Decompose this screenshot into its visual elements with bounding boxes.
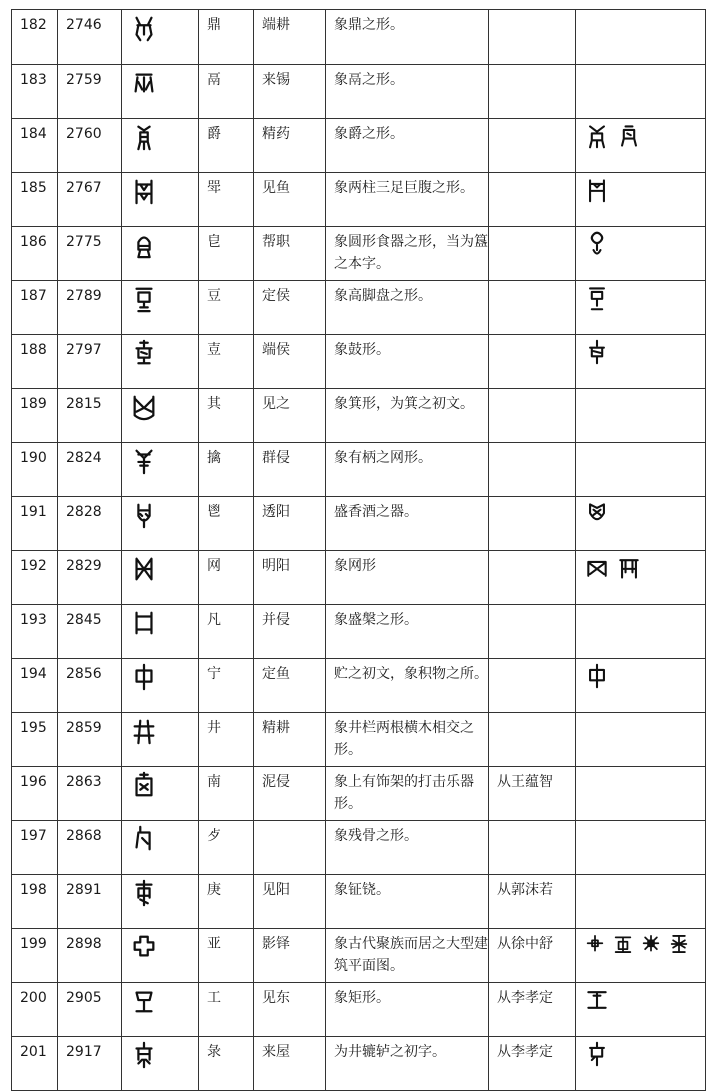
oracle-glyph-cell	[122, 173, 199, 227]
variant-glyphs-cell	[576, 1037, 706, 1091]
attribution-cell	[489, 605, 576, 659]
catalog-code-cell: 2828	[58, 497, 122, 551]
modern-character-cell: 亚	[199, 929, 254, 983]
ya-oracle-glyph	[130, 933, 158, 961]
description-cell: 盛香酒之器。	[326, 497, 489, 551]
oracle-glyph-cell	[122, 389, 199, 443]
catalog-code-cell: 2856	[58, 659, 122, 713]
oracle-glyph-cell	[122, 65, 199, 119]
row-number-cell: 197	[12, 821, 58, 875]
oracle-glyph-cell	[122, 281, 199, 335]
pronunciation-cell: 见阳	[254, 875, 326, 929]
pronunciation-cell: 精药	[254, 119, 326, 173]
bi-oracle-glyph	[130, 231, 158, 259]
character-table-page	[11, 9, 706, 1091]
modern-character-cell: 宁	[199, 659, 254, 713]
ya-variant-glyph-3	[640, 933, 662, 955]
description-cell: 象鼎之形。	[326, 10, 489, 65]
pronunciation-cell: 来锡	[254, 65, 326, 119]
attribution-cell	[489, 173, 576, 227]
jia-variant-glyph	[584, 177, 610, 203]
row-number-cell: 183	[12, 65, 58, 119]
description-cell: 象两柱三足巨腹之形。	[326, 173, 489, 227]
description-cell: 象矩形。	[326, 983, 489, 1037]
modern-character-cell: 南	[199, 767, 254, 821]
oracle-glyph-cell	[122, 821, 199, 875]
oracle-glyph-cell	[122, 983, 199, 1037]
catalog-code-cell: 2746	[58, 10, 122, 65]
table-row	[12, 551, 706, 605]
catalog-code-cell: 2829	[58, 551, 122, 605]
row-number-cell: 184	[12, 119, 58, 173]
table-row	[12, 119, 706, 173]
variant-glyphs-cell	[576, 929, 706, 983]
catalog-code-cell: 2797	[58, 335, 122, 389]
pronunciation-cell: 见之	[254, 389, 326, 443]
pronunciation-cell: 见东	[254, 983, 326, 1037]
dou-oracle-glyph	[130, 285, 158, 313]
attribution-cell	[489, 551, 576, 605]
nan-oracle-glyph	[130, 771, 158, 799]
catalog-code-cell: 2863	[58, 767, 122, 821]
oracle-glyph-cell	[122, 713, 199, 767]
description-cell: 象圆形食器之形，当为簋之本字。	[326, 227, 489, 281]
chang-variant-glyph	[584, 501, 610, 527]
lu-variant-glyph	[584, 1041, 610, 1067]
variant-glyphs-cell	[576, 551, 706, 605]
attribution-cell	[489, 659, 576, 713]
variant-glyphs-cell	[576, 173, 706, 227]
modern-character-cell: 豆	[199, 281, 254, 335]
ya-variant-glyph-2	[612, 933, 634, 955]
jue-variant-glyph-2	[616, 123, 642, 149]
table-row	[12, 335, 706, 389]
row-number-cell: 185	[12, 173, 58, 227]
variant-glyphs-cell	[576, 659, 706, 713]
description-cell: 象古代聚族而居之大型建筑平面图。	[326, 929, 489, 983]
row-number-cell: 182	[12, 10, 58, 65]
modern-character-cell: 庚	[199, 875, 254, 929]
description-cell: 象残骨之形。	[326, 821, 489, 875]
catalog-code-cell: 2789	[58, 281, 122, 335]
row-number-cell: 187	[12, 281, 58, 335]
pronunciation-cell: 群侵	[254, 443, 326, 497]
zhu-oracle-glyph	[130, 339, 158, 367]
pronunciation-cell: 见鱼	[254, 173, 326, 227]
table-row	[12, 443, 706, 497]
jing-oracle-glyph	[130, 717, 158, 745]
description-cell: 象高脚盘之形。	[326, 281, 489, 335]
zhu2-oracle-glyph	[130, 663, 158, 691]
oracle-character-table	[11, 9, 706, 1091]
table-row	[12, 605, 706, 659]
description-cell: 象井栏两根横木相交之形。	[326, 713, 489, 767]
modern-character-cell: 网	[199, 551, 254, 605]
oracle-glyph-cell	[122, 1037, 199, 1091]
pronunciation-cell: 端耕	[254, 10, 326, 65]
modern-character-cell: 歺	[199, 821, 254, 875]
variant-glyphs-cell	[576, 983, 706, 1037]
ya-variant-glyph-4	[668, 933, 690, 955]
table-row	[12, 281, 706, 335]
row-number-cell: 201	[12, 1037, 58, 1091]
ya-variant-glyph-1	[584, 933, 606, 955]
table-body	[12, 10, 706, 1091]
table-row	[12, 983, 706, 1037]
attribution-cell	[489, 443, 576, 497]
catalog-code-cell: 2767	[58, 173, 122, 227]
pronunciation-cell	[254, 821, 326, 875]
catalog-code-cell: 2824	[58, 443, 122, 497]
table-row	[12, 767, 706, 821]
catalog-code-cell: 2917	[58, 1037, 122, 1091]
attribution-cell: 从李孝定	[489, 1037, 576, 1091]
geng-oracle-glyph	[130, 879, 158, 907]
li-oracle-glyph	[130, 69, 158, 97]
variant-glyphs-cell	[576, 767, 706, 821]
attribution-cell: 从李孝定	[489, 983, 576, 1037]
table-row	[12, 875, 706, 929]
table-row	[12, 713, 706, 767]
modern-character-cell: 壴	[199, 335, 254, 389]
pronunciation-cell: 影铎	[254, 929, 326, 983]
attribution-cell	[489, 281, 576, 335]
catalog-code-cell: 2775	[58, 227, 122, 281]
row-number-cell: 191	[12, 497, 58, 551]
dou-variant-glyph	[584, 285, 610, 311]
description-cell: 象箕形，为箕之初文。	[326, 389, 489, 443]
variant-glyphs-cell	[576, 281, 706, 335]
oracle-glyph-cell	[122, 227, 199, 281]
catalog-code-cell: 2845	[58, 605, 122, 659]
variant-glyphs-cell	[576, 605, 706, 659]
oracle-glyph-cell	[122, 929, 199, 983]
variant-glyphs-cell	[576, 119, 706, 173]
gong-variant-glyph	[584, 987, 610, 1013]
attribution-cell: 从郭沫若	[489, 875, 576, 929]
pronunciation-cell: 泥侵	[254, 767, 326, 821]
description-cell: 象上有饰架的打击乐器形。	[326, 767, 489, 821]
attribution-cell	[489, 389, 576, 443]
row-number-cell: 199	[12, 929, 58, 983]
wang-variant-glyph-1	[584, 555, 610, 581]
oracle-glyph-cell	[122, 875, 199, 929]
jue-oracle-glyph	[130, 123, 158, 151]
modern-character-cell: 鬲	[199, 65, 254, 119]
qin-oracle-glyph	[130, 447, 158, 475]
modern-character-cell: 工	[199, 983, 254, 1037]
oracle-glyph-cell	[122, 335, 199, 389]
attribution-cell	[489, 713, 576, 767]
variant-glyphs-cell	[576, 227, 706, 281]
zhu2-variant-glyph	[584, 663, 610, 689]
modern-character-cell: 其	[199, 389, 254, 443]
variant-glyphs-cell	[576, 443, 706, 497]
wang-variant-glyph-2	[616, 555, 642, 581]
table-row	[12, 10, 706, 65]
e-oracle-glyph	[130, 825, 158, 853]
table-row	[12, 389, 706, 443]
variant-glyphs-cell	[576, 713, 706, 767]
modern-character-cell: 鼎	[199, 10, 254, 65]
catalog-code-cell: 2815	[58, 389, 122, 443]
row-number-cell: 200	[12, 983, 58, 1037]
description-cell: 象有柄之网形。	[326, 443, 489, 497]
description-cell: 象钲铙。	[326, 875, 489, 929]
zhu-variant-glyph	[584, 339, 610, 365]
pronunciation-cell: 明阳	[254, 551, 326, 605]
modern-character-cell: 斝	[199, 173, 254, 227]
pronunciation-cell: 帮职	[254, 227, 326, 281]
row-number-cell: 196	[12, 767, 58, 821]
jue-variant-glyph-1	[584, 123, 610, 149]
description-cell: 象盛槃之形。	[326, 605, 489, 659]
pronunciation-cell: 透阳	[254, 497, 326, 551]
oracle-glyph-cell	[122, 659, 199, 713]
row-number-cell: 198	[12, 875, 58, 929]
table-row	[12, 821, 706, 875]
catalog-code-cell: 2759	[58, 65, 122, 119]
row-number-cell: 194	[12, 659, 58, 713]
catalog-code-cell: 2760	[58, 119, 122, 173]
oracle-glyph-cell	[122, 119, 199, 173]
attribution-cell	[489, 10, 576, 65]
oracle-glyph-cell	[122, 605, 199, 659]
catalog-code-cell: 2898	[58, 929, 122, 983]
pronunciation-cell: 定侯	[254, 281, 326, 335]
row-number-cell: 195	[12, 713, 58, 767]
pronunciation-cell: 并侵	[254, 605, 326, 659]
jia-oracle-glyph	[130, 177, 158, 205]
catalog-code-cell: 2891	[58, 875, 122, 929]
catalog-code-cell: 2859	[58, 713, 122, 767]
attribution-cell	[489, 227, 576, 281]
attribution-cell	[489, 119, 576, 173]
modern-character-cell: 爵	[199, 119, 254, 173]
table-row	[12, 497, 706, 551]
table-row	[12, 929, 706, 983]
description-cell: 象网形	[326, 551, 489, 605]
modern-character-cell: 彔	[199, 1037, 254, 1091]
pronunciation-cell: 精耕	[254, 713, 326, 767]
modern-character-cell: 鬯	[199, 497, 254, 551]
pronunciation-cell: 来屋	[254, 1037, 326, 1091]
attribution-cell	[489, 335, 576, 389]
attribution-cell	[489, 821, 576, 875]
attribution-cell: 从徐中舒	[489, 929, 576, 983]
variant-glyphs-cell	[576, 389, 706, 443]
fan-oracle-glyph	[130, 609, 158, 637]
row-number-cell: 188	[12, 335, 58, 389]
catalog-code-cell: 2905	[58, 983, 122, 1037]
attribution-cell	[489, 497, 576, 551]
qi-oracle-glyph	[130, 393, 158, 421]
description-cell: 象鬲之形。	[326, 65, 489, 119]
description-cell: 贮之初文，象积物之所。	[326, 659, 489, 713]
oracle-glyph-cell	[122, 767, 199, 821]
description-cell: 象爵之形。	[326, 119, 489, 173]
table-row	[12, 1037, 706, 1091]
row-number-cell: 189	[12, 389, 58, 443]
row-number-cell: 186	[12, 227, 58, 281]
chang-oracle-glyph	[130, 501, 158, 529]
gong-oracle-glyph	[130, 987, 158, 1015]
table-row	[12, 173, 706, 227]
catalog-code-cell: 2868	[58, 821, 122, 875]
row-number-cell: 192	[12, 551, 58, 605]
table-row	[12, 65, 706, 119]
pronunciation-cell: 端侯	[254, 335, 326, 389]
variant-glyphs-cell	[576, 821, 706, 875]
lu-oracle-glyph	[130, 1041, 158, 1069]
row-number-cell: 190	[12, 443, 58, 497]
oracle-glyph-cell	[122, 10, 199, 65]
modern-character-cell: 凡	[199, 605, 254, 659]
table-row	[12, 659, 706, 713]
modern-character-cell: 擒	[199, 443, 254, 497]
attribution-cell: 从王蕴智	[489, 767, 576, 821]
description-cell: 象鼓形。	[326, 335, 489, 389]
modern-character-cell: 井	[199, 713, 254, 767]
bi-variant-glyph	[584, 231, 610, 257]
oracle-glyph-cell	[122, 497, 199, 551]
modern-character-cell: 皀	[199, 227, 254, 281]
row-number-cell: 193	[12, 605, 58, 659]
variant-glyphs-cell	[576, 497, 706, 551]
ding-oracle-glyph	[130, 14, 158, 42]
variant-glyphs-cell	[576, 65, 706, 119]
table-row	[12, 227, 706, 281]
oracle-glyph-cell	[122, 551, 199, 605]
variant-glyphs-cell	[576, 10, 706, 65]
description-cell: 为井辘轳之初字。	[326, 1037, 489, 1091]
variant-glyphs-cell	[576, 875, 706, 929]
pronunciation-cell: 定鱼	[254, 659, 326, 713]
attribution-cell	[489, 65, 576, 119]
wang-oracle-glyph	[130, 555, 158, 583]
variant-glyphs-cell	[576, 335, 706, 389]
oracle-glyph-cell	[122, 443, 199, 497]
